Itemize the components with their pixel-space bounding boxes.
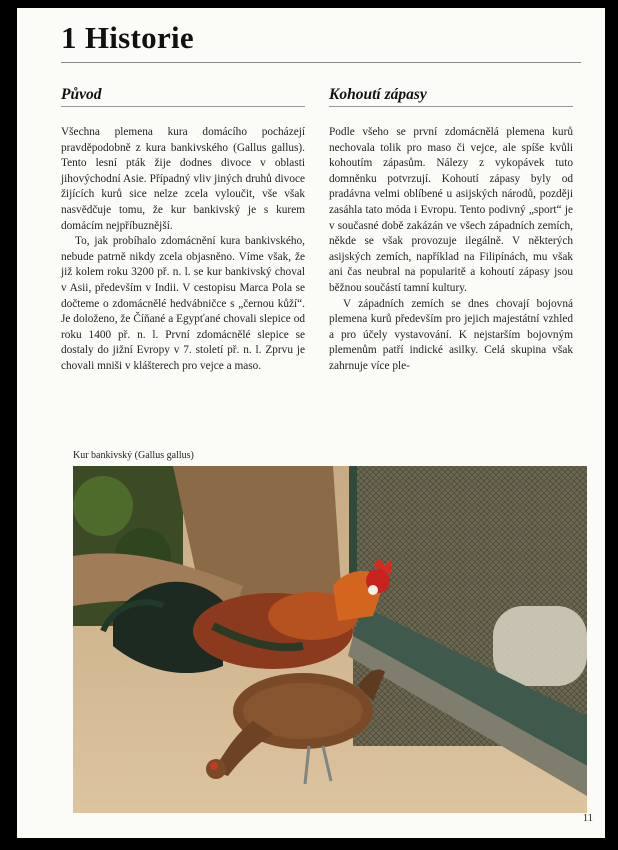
chapter-title: 1 Historie (61, 20, 194, 55)
paragraph: To, jak probíhalo zdomácnění kura bankivského, nebude patrně nikdy zcela objasněno. Víme však, že již kolem roku 3200 př. n. l. se kur bankivský choval v Asii, především v Indii. V cestopisu Marca Pola se dočteme o zdomácnělé hedvábničce s „černou kůží“. Je doloženo, že Číňané a Egypťané chovali slepice od roku 1400 př. n. l. První zdomácnělé slepice se dostaly do jižní Evropy v 7. století př. n. l. Zprvu je chovali mniši v klášterech pro vejce a maso. (61, 235, 305, 372)
section-heading-kohouti-zapasy: Kohoutí zápasy (329, 86, 427, 103)
title-rule (61, 62, 581, 63)
section-rule (329, 106, 573, 107)
section-rule (61, 106, 305, 107)
page-number: 11 (582, 813, 593, 824)
column-puvod (61, 86, 305, 375)
section-heading-puvod: Původ (61, 86, 102, 103)
section-body (329, 125, 573, 375)
section-body (61, 125, 305, 375)
photo-illustration (73, 466, 587, 813)
photo-caption: Kur bankivský (Gallus gallus) (73, 450, 194, 461)
paragraph: Podle všeho se první zdomácnělá plemena kurů nechovala tolik pro maso či vejce, ale spíše kvůli kohoutím zápasům. Nálezy z vykopávek tuto domněnku potvrzují. Kohoutí zápasy byly od pradávna velmi oblíbené u asijských národů, později zasáhla tato móda i Evropu. Tento podivný „sport“ je v současné době zakázán ve všech západních zemích, někde se však provozuje ilegálně. V některých asijských zemích, například na Filipínách, mu však ani čas neubral na popularitě a kohoutí zápasy jsou běžnou součástí tamní kultury. (329, 126, 573, 294)
paragraph: V západních zemích se dnes chovají bojovná plemena kurů především pro jejich majestátní vzhled a pro účely vystavování. K nejstarším bojovným plemenům patří indické asilky. Celá skupina však zahrnuje více ple- (329, 297, 573, 372)
column-kohouti-zapasy (329, 86, 573, 375)
paragraph: Všechna plemena kura domácího pocházejí pravděpodobně z kura bankivského (Gallus gallus). Tento lesní pták žije dodnes divoce v oblasti jihovýchodní Asie. Případný vliv jiných druhů divoce žijících kurů sice nelze zcela vyloučit, vše však nasvědčuje tomu, že kur bankivský je s kurem domácím nejpříbuznější. (61, 126, 305, 232)
photo-red-junglefowl (73, 466, 587, 813)
book-page (17, 8, 605, 838)
